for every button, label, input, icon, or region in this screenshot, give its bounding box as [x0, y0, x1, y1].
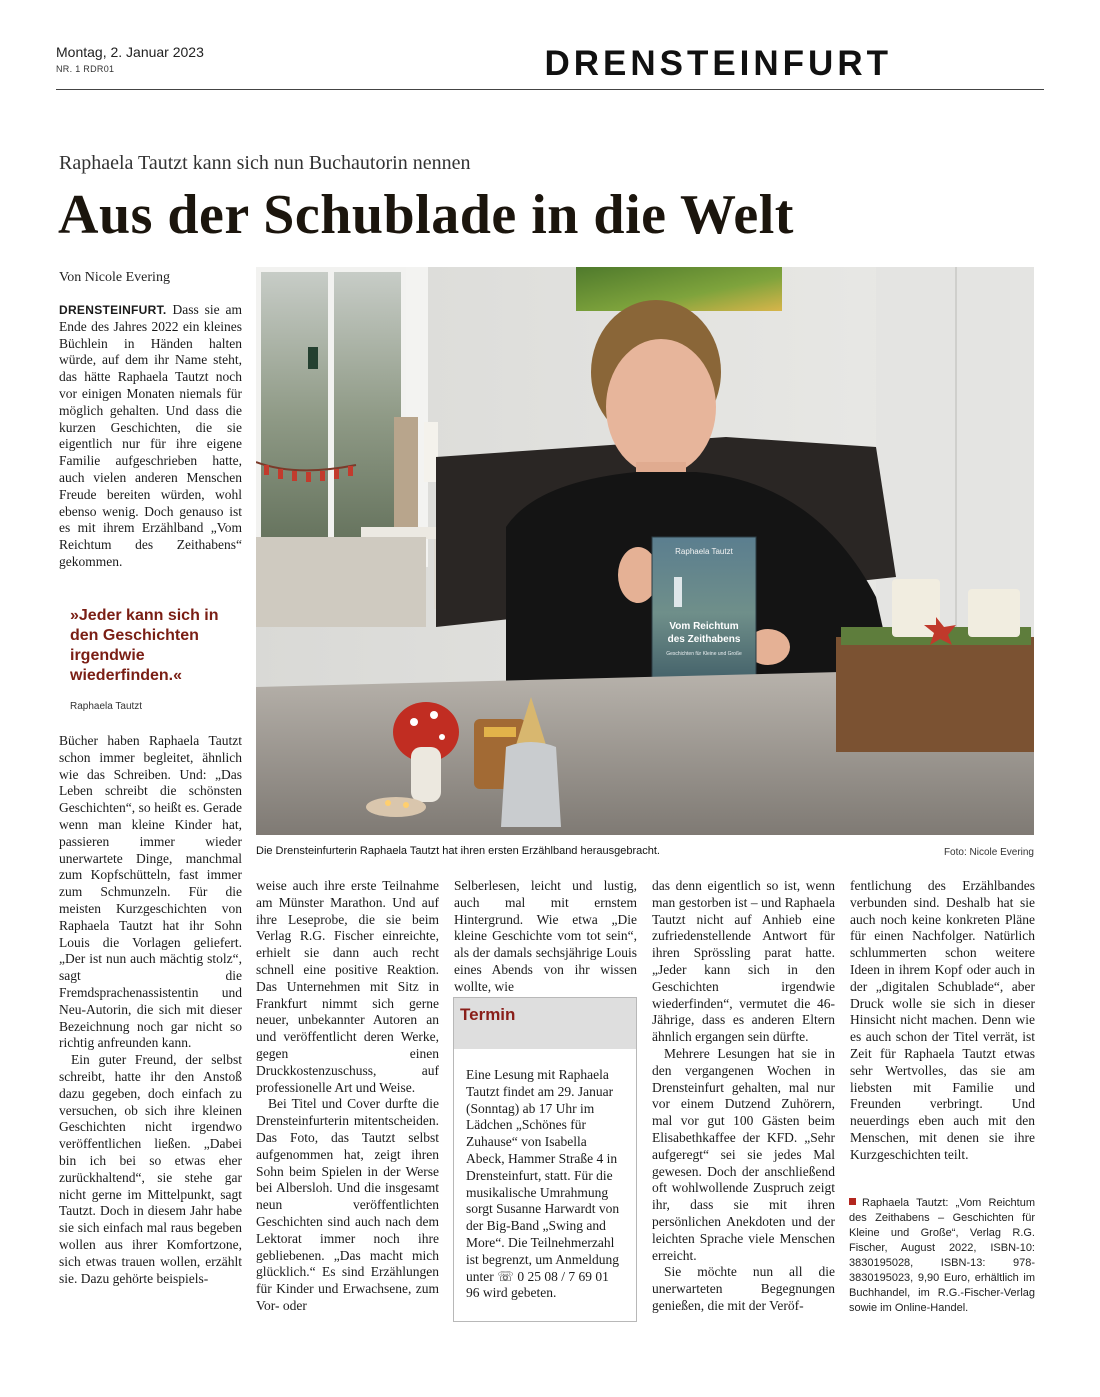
issue-date: Montag, 2. Januar 2023	[56, 44, 204, 60]
intro-paragraph: Dass sie am Ende des Jahres 2022 ein kleines Büchlein in Händen halten würde, auf dem ihr Name steht, das hätte Raphaela Tautzt noch vor einigen Monaten niemals für möglich gehalten. Und dass die kurzen Geschichten, die sie eigentlich nur für ihre eigene Familie aufgeschrieben hatte, auch vielen anderen Menschen Freude bereiten würden, wohl ebenso wenig. Doch genauso ist es mit ihrem Erzählband „Vom Reichtum des Zeithabens“ gekommen.	[59, 302, 242, 569]
book-info	[849, 1196, 1035, 1316]
column-5	[850, 878, 1035, 1164]
paragraph: weise auch ihre erste Teilnahme am Münster Marathon. Und auf ihre Leseprobe, die sie beim Verlag R.G. Fischer einreichte, erhielt sie dann auch recht schnell eine positive Reaktion. Das Unternehmen mit Sitz in Frankfurt nimmt sich gerne neuer, unbekannter Autoren an und veröffentlicht deren Werke, gegen einen Druckkostenzuschuss, auf professionelle Art und Weise.	[256, 878, 439, 1095]
infobox-title: Termin	[460, 1005, 516, 1024]
article-dateline: DRENSTEINFURT.	[59, 303, 167, 317]
pull-quote: »Jeder kann sich in den Geschichten irgendwie wiederfinden.«	[70, 607, 219, 684]
column-4	[652, 878, 835, 1315]
article-headline: Aus der Schublade in die Welt	[58, 184, 794, 246]
infobox-body: Eine Lesung mit Raphaela Tautzt findet am 29. Januar (Sonntag) ab 17 Uhr im Lädchen „Schönes für Zuhause“ von Isabella Abeck, Hammer Straße 4 in Drensteinfurt, statt. Für die musikalische Umrahmung sorgt Susanne Harwardt von der Big-Band „Swing and More“. Die Teilnehmerzahl ist begrenzt, um Anmeldung unter ☏ 0 25 08 / 7 69 01 96 wird gebeten.	[466, 1067, 620, 1301]
paragraph: Mehrere Lesungen hat sie in den vergangenen Wochen in Drensteinfurt gehalten, mal nur vor einem Dutzend Zuhörern, mal vor gut 100 Gästen beim Elisabethkaffee der KFD. „Sehr aufgeregt“ sei sie jedes Mal gewesen. Doch der anschließend oft wohlwollende Zuspruch zeigt ihr, dass sie mit ihren persönlichen Anekdoten und der leichten Sprache viele Menschen erreicht.	[652, 1045, 835, 1263]
paragraph: fentlichung des Erzählbandes verbunden sind. Deshalb hat sie auch noch keine konkreten Pläne für einen Nachfolger. Natürlich schlummerten schon weitere Ideen in ihrem Kopf oder auch in der „digitalen Schublade“, aber Druck wolle sie sich in dieser Hinsicht nicht machen. Denn wie es auch schon der Titel verrät, ist Zeit für Raphaela Tautzt etwas sehr Wertvolles, das sie am liebsten mit Familie und Freunden verbringt. Und neuerdings eben auch mit den Menschen, mit denen sie ihre Kurzgeschichten teilt.	[850, 878, 1035, 1162]
paragraph: das denn eigentlich so ist, wenn man gestorben ist – und Raphaela Tautzt nicht auf Anhieb eine zufriedenstellende Antwort für ihren Sprössling parat hatte. „Jeder kann sich in den Geschichten irgendwie wiederfinden“, vermutet die 46-Jährige, dass es anderen Eltern ähnlich ergangen sein dürfte.	[652, 878, 835, 1045]
column-2	[256, 878, 439, 1315]
paragraph: Sie möchte nun all die unerwarteten Begegnungen genießen, die mit der Veröf-	[652, 1264, 835, 1313]
book-subtitle-text: Geschichten für Kleine und Große	[666, 651, 742, 657]
photo-credit: Foto: Nicole Evering	[943, 847, 1034, 858]
article-kicker: Raphaela Tautzt kann sich nun Buchautorin nennen	[59, 152, 471, 174]
issue-number: NR. 1 RDR01	[56, 64, 115, 74]
section-title: DRENSTEINFURT	[544, 44, 892, 83]
paragraph: Ein guter Freund, der selbst schreibt, hatte ihr den Anstoß dazu gegeben, doch einfach zu versuchen, ob sich ihre kleinen Geschichten nicht irgendwo veröffentlichen ließen. „Dabei bin ich bei so etwas eher zurückhaltend“, sie stehe gar nicht gerne im Mittelpunkt, sagt Tautzt. Doch in diesem Jahr habe sie sich einfach mal raus begeben wollen aus ihrer Komfortzone, sich etwas trauen wollen, erzählt sie. Dazu gehörte beispiels-	[59, 1052, 242, 1286]
red-square-icon	[849, 1198, 856, 1205]
pull-quote-source: Raphaela Tautzt	[70, 701, 143, 712]
photo-caption: Die Drensteinfurterin Raphaela Tautzt hat ihren ersten Erzählband herausgebracht.	[256, 845, 660, 857]
book-info-text: Raphaela Tautzt: „Vom Reichtum des Zeithabens – Geschichten für Kleine und Große“, Verlag R.G. Fischer, August 2022, ISBN-10: 3830195028, ISBN-13: 978-3830195023, 9,90 Euro, erhältlich im Buchhandel, im R.G.-Fischer-Verlag sowie im Online-Handel.	[849, 1197, 1035, 1314]
event-infobox	[453, 997, 637, 1322]
article-photo	[256, 267, 1034, 835]
book-title-line2: des Zeithabens	[667, 634, 741, 645]
book-title-line1: Vom Reichtum	[669, 621, 739, 632]
article-byline: Von Nicole Evering	[59, 270, 170, 285]
infobox-header	[454, 998, 636, 1049]
column-1-intro	[59, 302, 242, 571]
paragraph: Selberlesen, leicht und lustig, auch mal mit ernstem Hintergrund. Wie etwa „Die kleine Geschichte vom tot sein“, als der damals sechsjährige Louis eines Abends von ihr wissen wollte, wie	[454, 878, 637, 994]
column-1-body	[59, 733, 242, 1287]
photo-illustration	[256, 267, 1034, 835]
paragraph: Bücher haben Raphaela Tautzt schon immer begleitet, ähnlich wie das Schreiben. Und: „Das Leben schreibt die schönsten Geschichten“, so heißt es. Gerade wenn man kleine Kinder hat, passieren immer wieder unerwartete Dinge, manchmal zum Kopfschütteln, fast immer zum Schmunzeln. Für die meisten Kurzgeschichten von Raphaela Tautzt hat ihr Sohn Louis die Vorlagen geliefert. „Der ist nun auch mächtig stolz“, sagt die Fremdsprachenassistentin und Neu-Autorin, die sich mit dieser Bezeichnung noch gar nicht so richtig anfreunden kann.	[59, 733, 242, 1051]
book-author-text: Raphaela Tautzt	[675, 547, 733, 556]
column-3	[454, 878, 637, 996]
header-divider	[56, 89, 1044, 90]
paragraph: Bei Titel und Cover durfte die Drensteinfurterin mitentscheiden. Das Foto, das Tautzt selbst aufgenommen hat, zeigt ihren Sohn beim Spielen in der Werse bei Albersloh. Und die insgesamt neun veröffentlichten Geschichten sind auch nach dem Lektorat immer noch ihre gebliebenen. „Das macht mich glücklich.“ Es sind Erzählungen für Kinder und Erwachsene, zum Vor- oder	[256, 1096, 439, 1313]
